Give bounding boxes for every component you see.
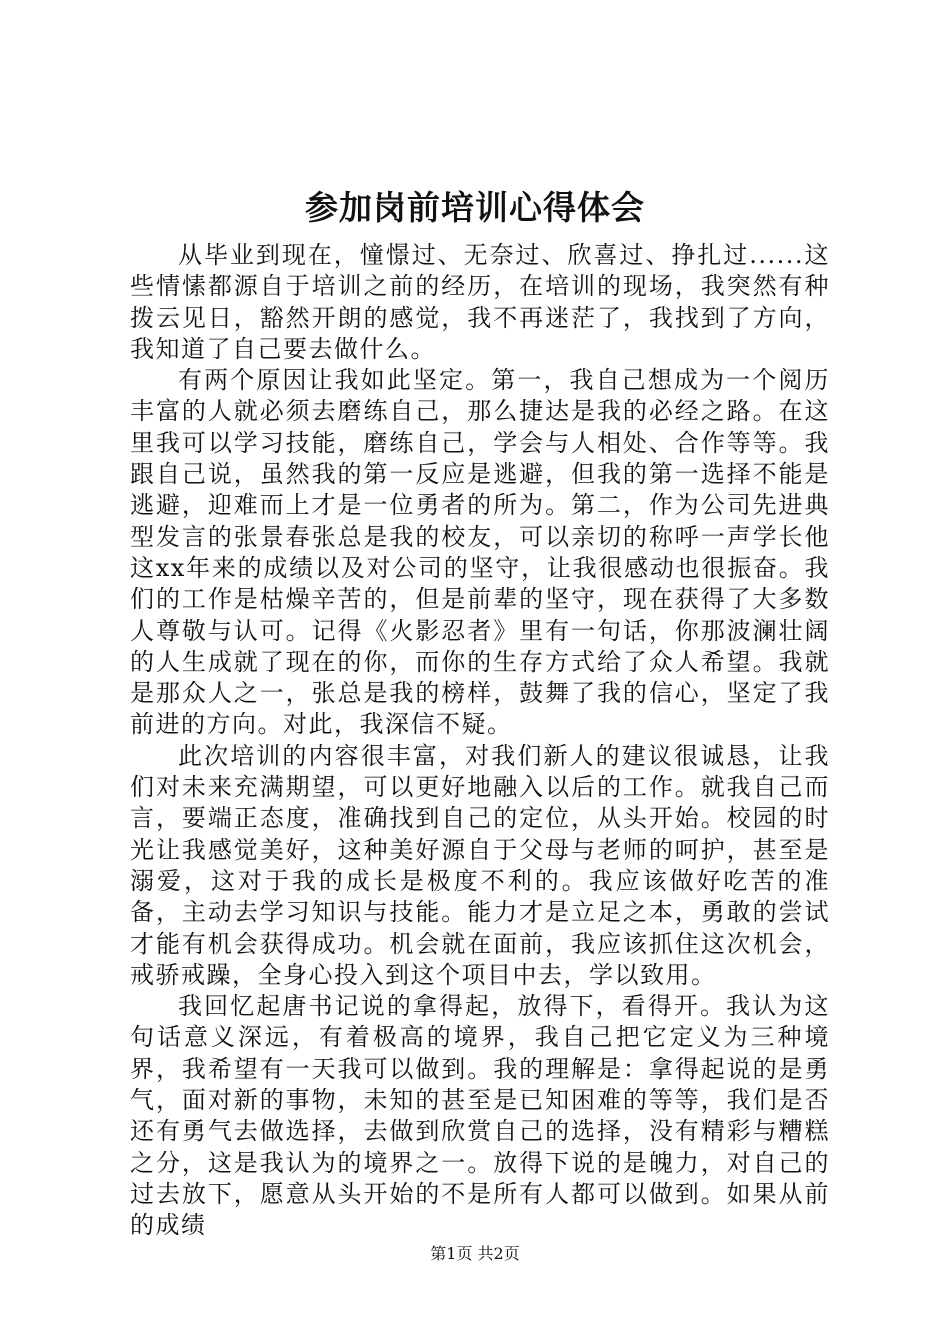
page-number-footer: 第1页 共2页 (430, 1244, 520, 1263)
document-body (130, 240, 830, 1242)
paragraph-2: 有两个原因让我如此坚定。第一，我自己想成为一个阅历丰富的人就必须去磨练自己，那么捷达是我的必经之路。在这里我可以学习技能，磨练自己，学会与人相处、合作等等。我跟自己说，虽然我的第一反应是逃避，但我的第一选择不能是逃避，迎难而上才是一位勇者的所为。第二，作为公司先进典型发言的张景春张总是我的校友，可以亲切的称呼一声学长他这xx年来的成绩以及对公司的坚守，让我很感动也很振奋。我们的工作是枯燥辛苦的，但是前辈的坚守，现在获得了大多数人尊敬与认可。记得《火影忍者》里有一句话，你那波澜壮阔的人生成就了现在的你，而你的生存方式给了众人希望。我就是那众人之一，张总是我的榜样，鼓舞了我的信心，坚定了我前进的方向。对此，我深信不疑。 (130, 366, 830, 739)
paragraph-4: 我回忆起唐书记说的拿得起，放得下，看得开。我认为这句话意义深远，有着极高的境界，我自己把它定义为三种境界，我希望有一天我可以做到。我的理解是：拿得起说的是勇气，面对新的事物，未知的甚至是已知困难的等等，我们是否还有勇气去做选择，去做到欣赏自己的选择，没有精彩与糟糕之分，这是我认为的境界之一。放得下说的是魄力，对自己的过去放下，愿意从头开始的不是所有人都可以做到。如果从前的成绩 (130, 992, 830, 1240)
document-title: 参加岗前培训心得体会 (305, 188, 645, 227)
paragraph-1: 从毕业到现在，憧憬过、无奈过、欣喜过、挣扎过......这些情愫都源自于培训之前的经历，在培训的现场，我突然有种拨云见日，豁然开朗的感觉，我不再迷茫了，我找到了方向，我知道了自己要去做什么。 (130, 241, 830, 363)
paragraph-3: 此次培训的内容很丰富，对我们新人的建议很诚恳，让我们对未来充满期望，可以更好地融入以后的工作。就我自己而言，要端正态度，准确找到自己的定位，从头开始。校园的时光让我感觉美好，这种美好源自于父母与老师的呵护，甚至是溺爱，这对于我的成长是极度不利的。我应该做好吃苦的准备，主动去学习知识与技能。能力才是立足之本，勇敢的尝试才能有机会获得成功。机会就在面前，我应该抓住这次机会，戒骄戒躁，全身心投入到这个项目中去，学以致用。 (130, 741, 830, 989)
